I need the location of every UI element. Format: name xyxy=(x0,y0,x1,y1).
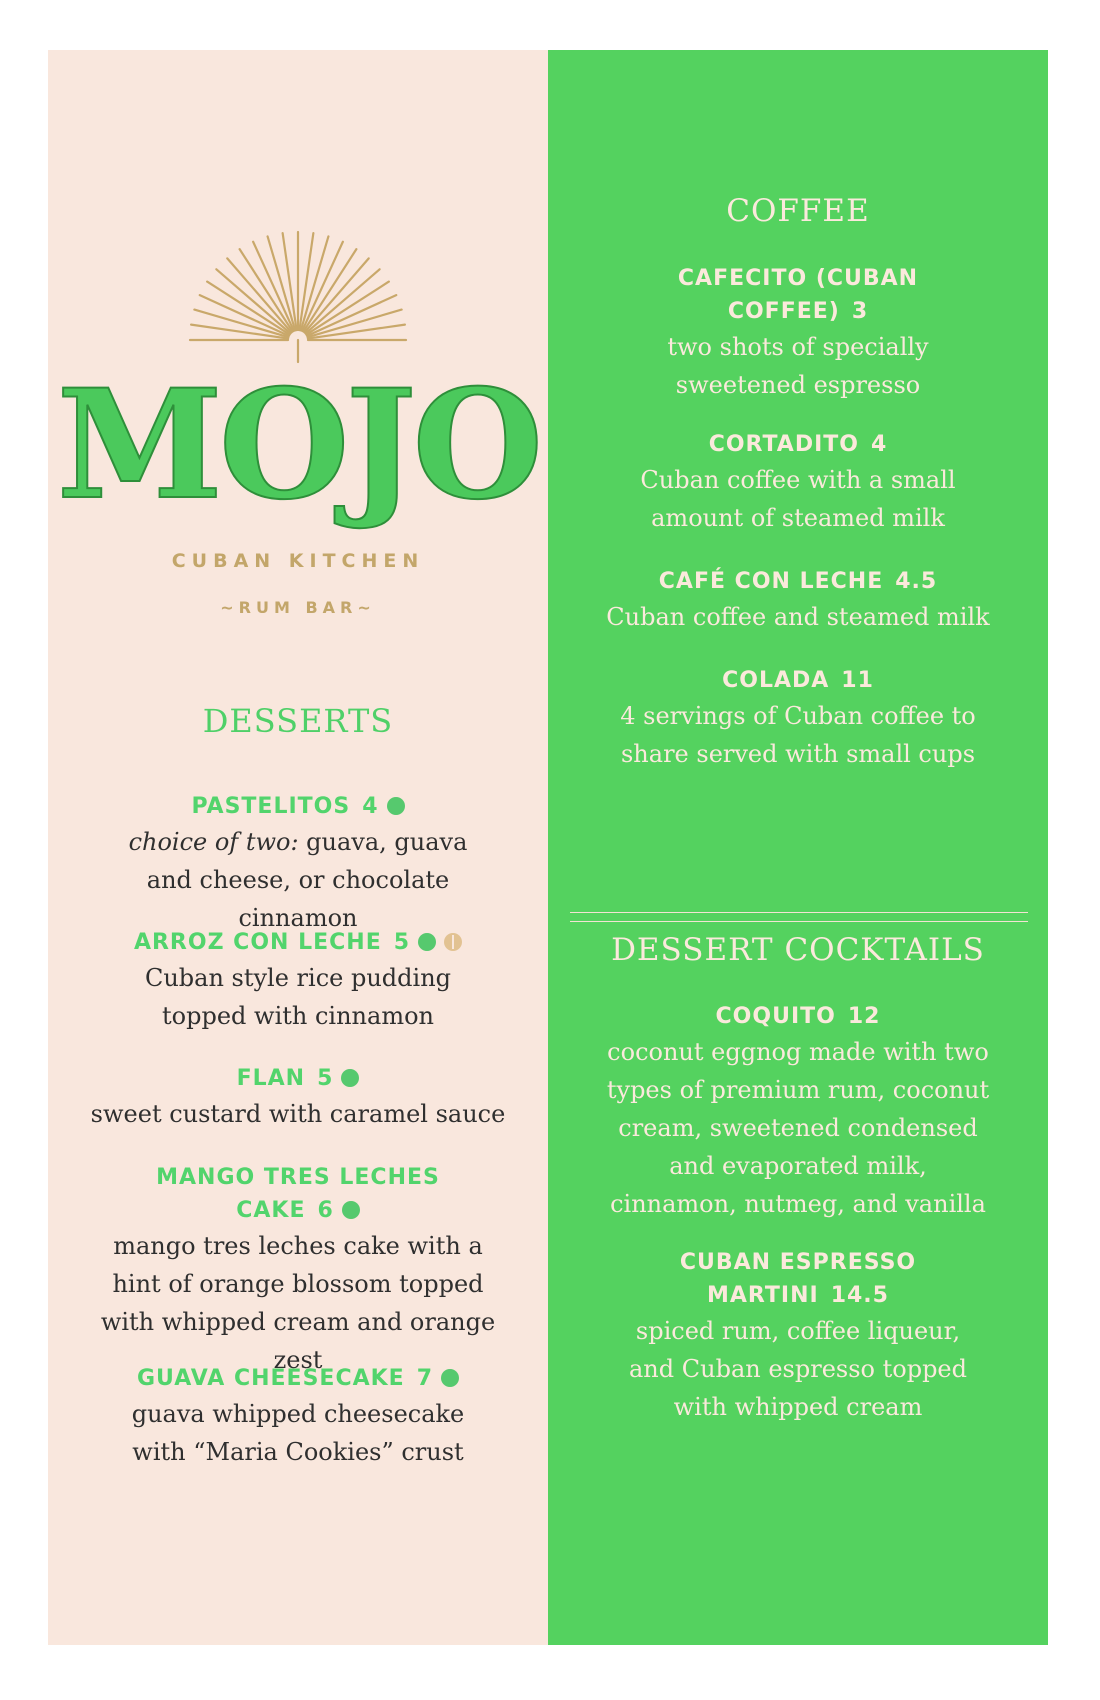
palm-ray xyxy=(299,233,313,330)
item-name: COLADA xyxy=(722,668,830,693)
palm-ray xyxy=(308,325,405,339)
item-desc-italic: choice of two: xyxy=(128,828,299,856)
cocktail-item-coquito xyxy=(548,1000,1048,1223)
item-desc: Cuban style rice pudding topped with cinnamon xyxy=(144,964,452,1030)
coffee-item-cortadito xyxy=(548,428,1048,537)
logo-subline-rumbar: ~RUM BAR~ xyxy=(220,598,376,617)
left-panel xyxy=(48,50,548,1645)
item-name: GUAVA CHEESECAKE xyxy=(136,1366,405,1391)
item-desc: mango tres leches cake with a hint of orange blossom topped with whipped cream and orange zest xyxy=(100,1232,496,1374)
item-price: 3 xyxy=(851,299,869,324)
item-price: 5 xyxy=(393,930,411,955)
palm-ray xyxy=(191,325,288,339)
coffee-title: COFFEE xyxy=(726,193,870,229)
item-name: CORTADITO xyxy=(708,432,859,457)
green-dot-icon xyxy=(342,1201,360,1219)
item-price: 5 xyxy=(317,1066,334,1091)
green-dot-icon xyxy=(418,933,436,951)
item-desc: guava, guava and cheese, or chocolate cinnamon xyxy=(146,828,468,932)
item-name: COQUITO xyxy=(715,1004,836,1029)
green-dot-icon xyxy=(387,797,405,815)
mojo-logo xyxy=(48,145,548,625)
item-desc: Cuban coffee with a small amount of steamed milk xyxy=(640,466,956,532)
item-price: 6 xyxy=(317,1198,334,1223)
item-desc: guava whipped cheesecake with “Maria Cookies” crust xyxy=(131,1400,465,1466)
dessert-item-flan xyxy=(48,1062,548,1133)
item-price: 12 xyxy=(847,1004,881,1029)
item-name: MANGO TRES LECHES CAKE xyxy=(156,1165,440,1223)
item-desc: 4 servings of Cuban coffee to share served with small cups xyxy=(620,702,976,768)
item-desc: Cuban coffee and steamed milk xyxy=(606,603,990,631)
palm-ray xyxy=(283,233,297,330)
item-desc: sweet custard with caramel sauce xyxy=(90,1100,506,1128)
item-price: 4 xyxy=(870,432,888,457)
item-name: CAFECITO (CUBAN COFFEE) xyxy=(677,266,919,324)
item-price: 4 xyxy=(362,794,379,819)
dessert-cocktails-title: DESSERT COCKTAILS xyxy=(611,932,985,968)
item-price: 7 xyxy=(416,1366,434,1391)
desserts-title: DESSERTS xyxy=(202,702,394,740)
item-desc: spiced rum, coffee liqueur, and Cuban espresso topped with whipped cream xyxy=(629,1317,967,1421)
dessert-item-arroz-con-leche xyxy=(48,926,548,1035)
item-desc: coconut eggnog made with two types of premium rum, coconut cream, sweetened condensed and evaporated milk, cinnamon, nutmeg, and vanilla xyxy=(606,1038,990,1218)
dessert-item-pastelitos xyxy=(48,790,548,937)
item-price: 4.5 xyxy=(895,569,938,594)
cocktail-item-cuban-espresso-martini xyxy=(548,1246,1048,1426)
item-price: 11 xyxy=(841,668,874,693)
logo-wordmark: MOJO xyxy=(56,357,540,533)
gold-leaf-icon xyxy=(444,933,462,951)
item-name: FLAN xyxy=(236,1066,306,1091)
item-desc: two shots of specially sweetened espresso xyxy=(667,333,929,399)
section-divider xyxy=(570,912,1028,922)
item-name: CAFÉ CON LECHE xyxy=(658,569,884,594)
green-dot-icon xyxy=(341,1069,359,1087)
coffee-item-colada xyxy=(548,664,1048,773)
menu-page xyxy=(48,50,1048,1645)
dessert-item-mango-tres-leches xyxy=(48,1161,548,1379)
item-price: 14.5 xyxy=(830,1283,889,1308)
green-dot-icon xyxy=(441,1369,459,1387)
item-name: CUBAN ESPRESSO MARTINI xyxy=(679,1250,917,1308)
item-name: PASTELITOS xyxy=(191,794,351,819)
logo-subline-kitchen: CUBAN KITCHEN xyxy=(171,550,425,572)
coffee-item-cafe-con-leche xyxy=(548,565,1048,636)
item-name: ARROZ CON LECHE xyxy=(133,930,382,955)
right-panel xyxy=(548,50,1048,1645)
coffee-item-cafecito xyxy=(548,262,1048,404)
dessert-item-guava-cheesecake xyxy=(48,1362,548,1471)
